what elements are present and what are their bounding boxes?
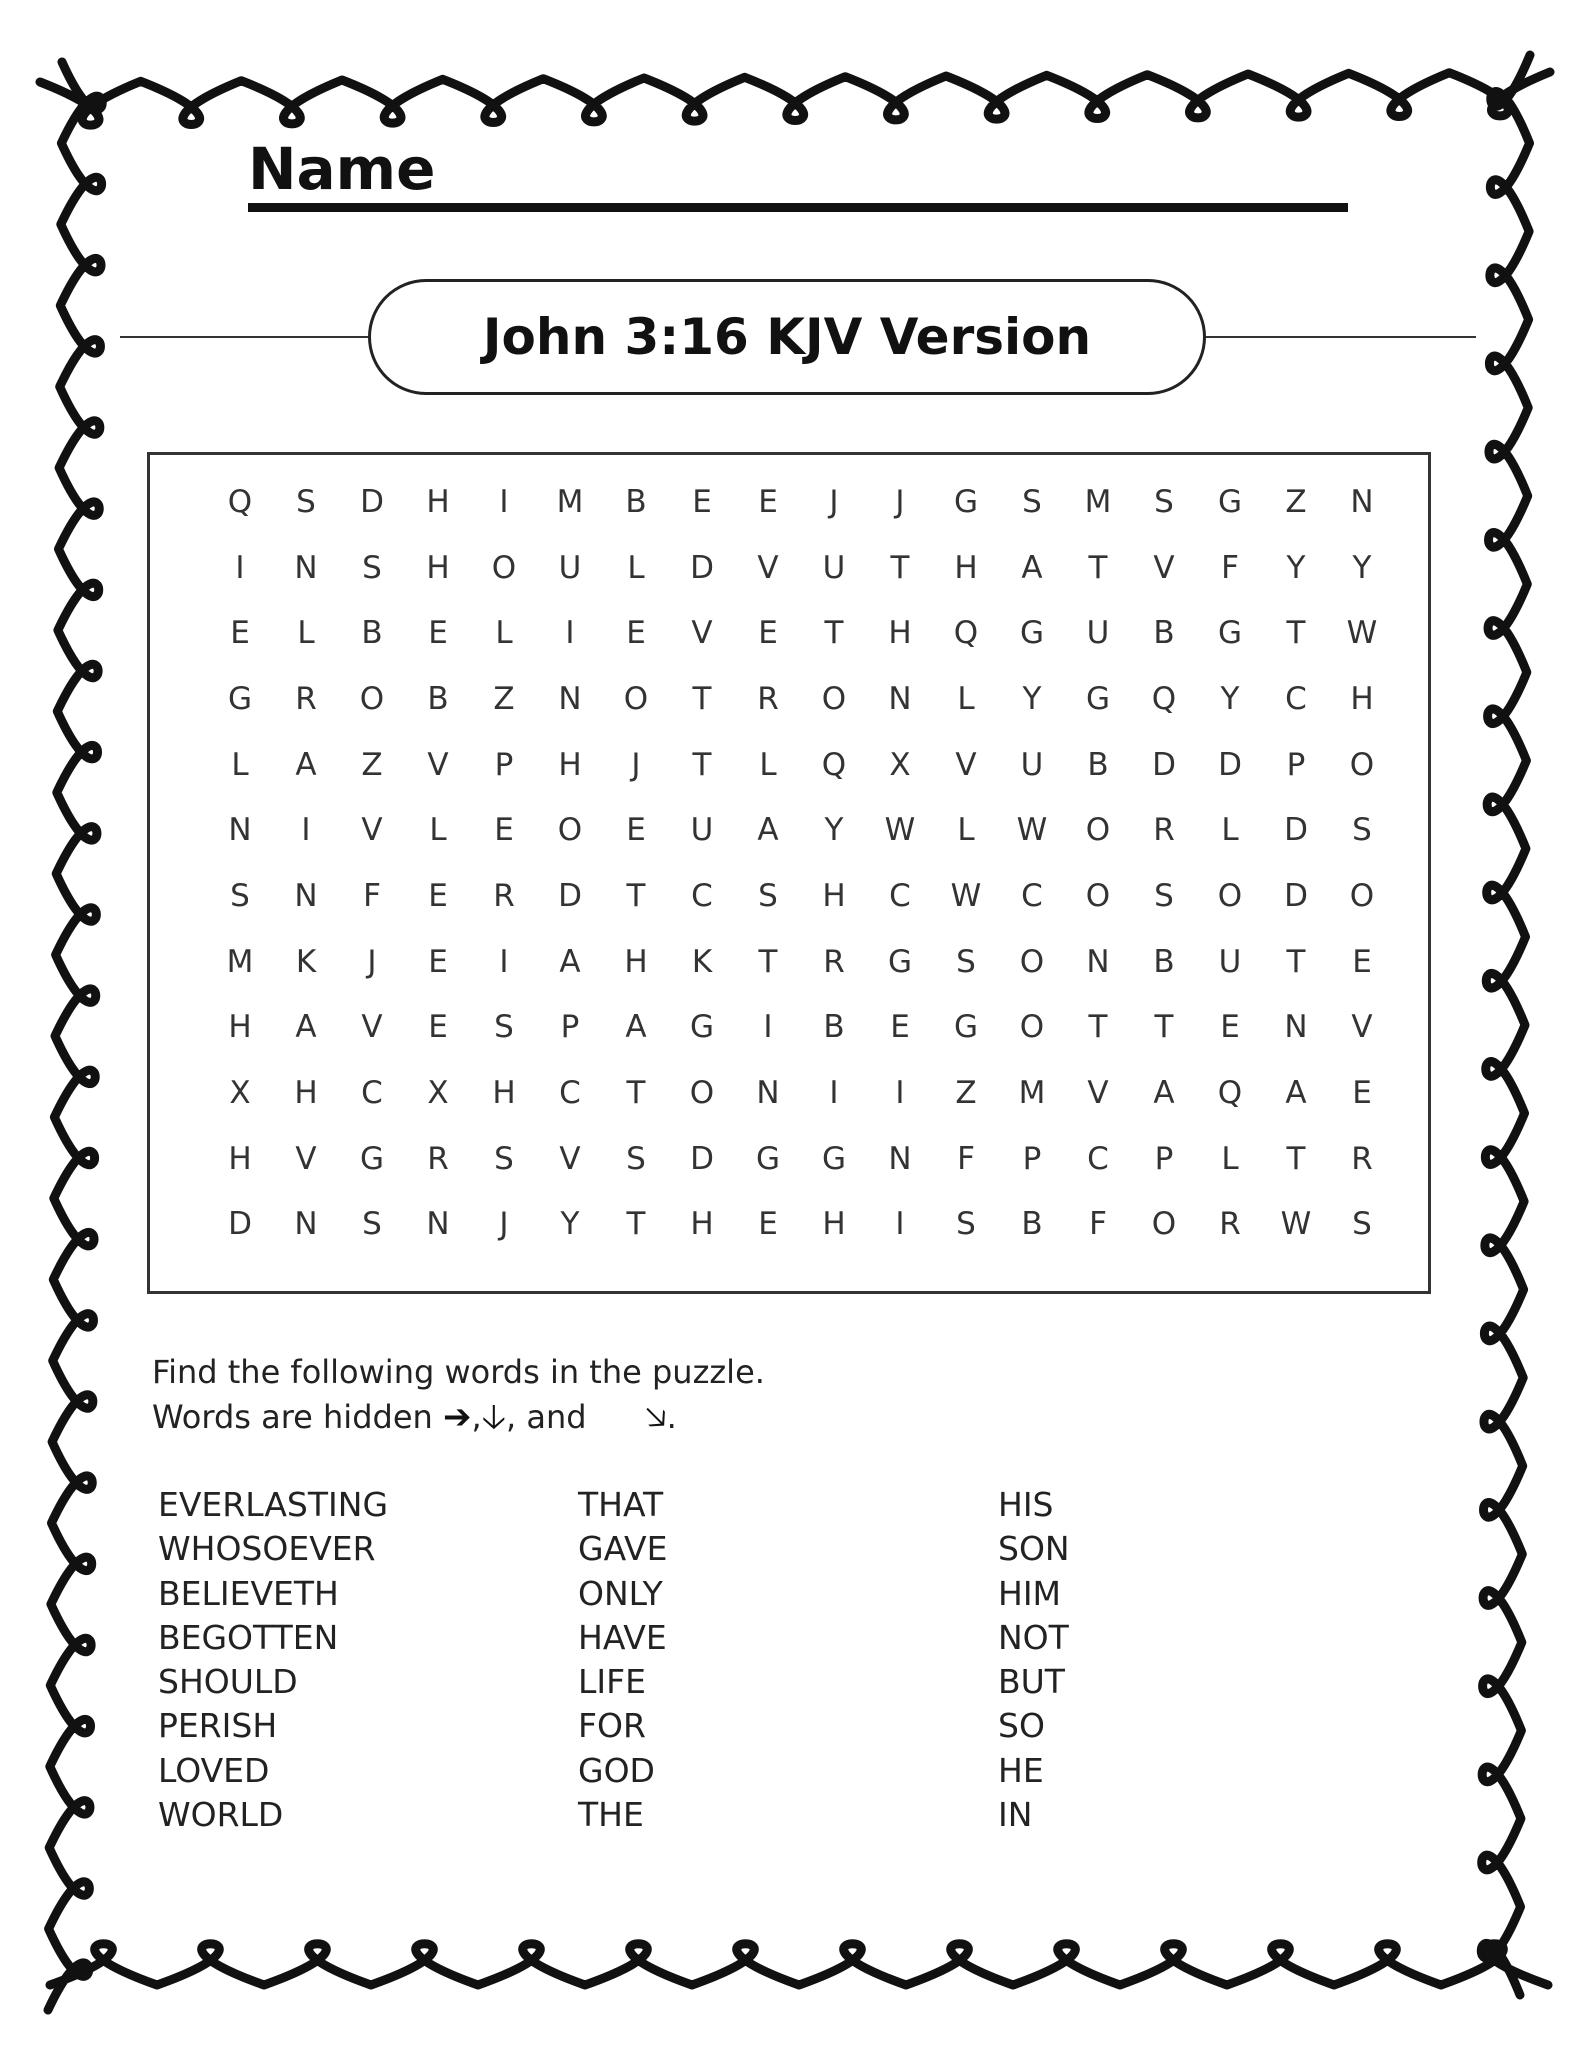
word-list-item: BEGOTTEN (158, 1617, 339, 1657)
grid-letter[interactable]: T (692, 680, 712, 717)
word-list-item: THE (578, 1795, 644, 1835)
grid-letter[interactable]: G (359, 1140, 385, 1177)
grid-letter[interactable]: H (624, 943, 648, 980)
grid-letter[interactable]: X (889, 746, 911, 783)
grid-letter[interactable]: B (1087, 746, 1109, 783)
grid-letter[interactable]: L (429, 812, 447, 849)
grid-letter[interactable]: G (887, 943, 913, 980)
grid-letter[interactable]: G (689, 1009, 715, 1046)
grid-letter[interactable]: Z (1285, 483, 1307, 520)
grid-letter[interactable]: H (1350, 680, 1374, 717)
grid-letter[interactable]: D (690, 549, 714, 586)
grid-letter[interactable]: R (427, 1140, 449, 1177)
period: . (666, 1398, 677, 1436)
grid-letter[interactable]: P (1154, 1140, 1174, 1177)
arrow-down-right-icon: 🡦 (644, 1397, 667, 1437)
word-list-item: HE (998, 1750, 1044, 1790)
word-list-item: BELIEVETH (158, 1573, 339, 1613)
grid-letter[interactable]: I (895, 1075, 905, 1112)
grid-letter[interactable]: S (956, 943, 976, 980)
grid-letter[interactable]: C (1087, 1140, 1109, 1177)
grid-letter[interactable]: D (1152, 746, 1176, 783)
grid-letter[interactable]: S (758, 877, 778, 914)
grid-letter[interactable]: H (228, 1140, 252, 1177)
grid-letter[interactable]: V (1153, 549, 1175, 586)
grid-letter[interactable]: R (1351, 1140, 1373, 1177)
grid-letter[interactable]: B (361, 615, 383, 652)
word-search-box (147, 452, 1431, 1294)
grid-letter[interactable]: O (1085, 812, 1111, 849)
grid-letter[interactable]: T (1286, 1140, 1306, 1177)
grid-letter[interactable]: B (625, 483, 647, 520)
and-text: , and (506, 1398, 587, 1436)
grid-letter[interactable]: C (691, 877, 713, 914)
grid-letter[interactable]: N (558, 680, 582, 717)
grid-letter[interactable]: O (821, 680, 847, 717)
grid-letter[interactable]: R (823, 943, 845, 980)
grid-letter[interactable]: W (1346, 615, 1378, 652)
grid-letter[interactable]: N (426, 1206, 450, 1243)
grid-letter[interactable]: H (822, 1206, 846, 1243)
grid-letter[interactable]: B (1153, 615, 1175, 652)
grid-letter[interactable]: U (690, 812, 714, 849)
grid-letter[interactable]: G (227, 680, 253, 717)
grid-letter[interactable]: U (1086, 615, 1110, 652)
grid-letter[interactable]: M (556, 483, 584, 520)
grid-letter[interactable]: V (361, 1009, 383, 1046)
grid-letter[interactable]: E (890, 1009, 910, 1046)
grid-letter[interactable]: O (491, 549, 517, 586)
grid-letter[interactable]: X (229, 1075, 251, 1112)
grid-letter[interactable]: I (499, 943, 509, 980)
grid-letter[interactable]: Z (955, 1075, 977, 1112)
word-list-item: SHOULD (158, 1662, 298, 1702)
grid-letter[interactable]: O (1151, 1206, 1177, 1243)
grid-letter[interactable]: S (494, 1009, 514, 1046)
word-list-item: GOD (578, 1750, 655, 1790)
grid-letter[interactable]: Q (227, 483, 253, 520)
grid-letter[interactable]: L (231, 746, 249, 783)
grid-letter[interactable]: A (757, 812, 779, 849)
title-rule-right (1206, 336, 1476, 338)
grid-letter[interactable]: E (230, 615, 250, 652)
grid-letter[interactable]: A (1153, 1075, 1175, 1112)
grid-letter[interactable]: Q (1217, 1075, 1243, 1112)
title-rule-left (120, 336, 368, 338)
grid-letter[interactable]: O (623, 680, 649, 717)
grid-letter[interactable]: T (1286, 615, 1306, 652)
word-search-grid (207, 469, 1395, 1257)
grid-letter[interactable]: A (1285, 1075, 1307, 1112)
grid-letter[interactable]: O (1349, 746, 1375, 783)
grid-letter[interactable]: Y (560, 1206, 580, 1243)
grid-letter[interactable]: N (228, 812, 252, 849)
word-list-item: SON (998, 1529, 1070, 1569)
grid-letter[interactable]: C (1285, 680, 1307, 717)
grid-letter[interactable]: S (1154, 877, 1174, 914)
grid-letter[interactable]: E (494, 812, 514, 849)
word-list-item: WHOSOEVER (158, 1529, 376, 1569)
grid-letter[interactable]: Y (1286, 549, 1306, 586)
grid-letter[interactable]: J (895, 483, 905, 520)
grid-letter[interactable]: T (1088, 1009, 1108, 1046)
grid-letter[interactable]: C (1021, 877, 1043, 914)
grid-letter[interactable]: N (888, 680, 912, 717)
grid-letter[interactable]: S (296, 483, 316, 520)
grid-letter[interactable]: Q (821, 746, 847, 783)
grid-letter[interactable]: H (954, 549, 978, 586)
grid-letter[interactable]: L (957, 680, 975, 717)
grid-letter[interactable]: Y (1022, 680, 1042, 717)
grid-letter[interactable]: V (1351, 1009, 1373, 1046)
grid-letter[interactable]: H (426, 549, 450, 586)
grid-letter[interactable]: H (822, 877, 846, 914)
grid-letter[interactable]: O (1349, 877, 1375, 914)
grid-letter[interactable]: R (1219, 1206, 1241, 1243)
word-list-item: BUT (998, 1662, 1065, 1702)
grid-letter[interactable]: S (626, 1140, 646, 1177)
grid-letter[interactable]: G (1085, 680, 1111, 717)
grid-letter[interactable]: S (362, 549, 382, 586)
word-list-item: WORLD (158, 1795, 284, 1835)
name-write-line[interactable] (248, 203, 1348, 212)
grid-letter[interactable]: H (558, 746, 582, 783)
grid-letter[interactable]: N (756, 1075, 780, 1112)
worksheet-title: John 3:16 KJV Version (482, 308, 1092, 366)
grid-letter[interactable]: Z (493, 680, 515, 717)
grid-letter[interactable]: N (1086, 943, 1110, 980)
grid-letter[interactable]: G (755, 1140, 781, 1177)
instructions-line-2 (152, 1395, 765, 1440)
instructions-prefix: Words are hidden (152, 1398, 433, 1436)
grid-letter[interactable]: O (1019, 1009, 1045, 1046)
grid-letter[interactable]: W (884, 812, 916, 849)
word-list-column-1 (158, 1483, 388, 1837)
grid-letter[interactable]: T (626, 1206, 646, 1243)
grid-letter[interactable]: C (559, 1075, 581, 1112)
grid-letter[interactable]: T (1088, 549, 1108, 586)
word-list-item: EVERLASTING (158, 1485, 389, 1524)
grid-letter[interactable]: L (495, 615, 513, 652)
grid-letter[interactable]: V (295, 1140, 317, 1177)
grid-letter[interactable]: N (294, 877, 318, 914)
grid-letter[interactable]: E (428, 615, 448, 652)
grid-letter[interactable]: R (493, 877, 515, 914)
grid-letter[interactable]: N (1350, 483, 1374, 520)
grid-letter[interactable]: J (631, 746, 641, 783)
grid-letter[interactable]: E (626, 812, 646, 849)
grid-letter[interactable]: K (691, 943, 713, 980)
grid-letter[interactable]: S (1154, 483, 1174, 520)
title-banner (368, 279, 1206, 395)
word-list-item: PERISH (158, 1706, 278, 1746)
grid-letter[interactable]: V (955, 746, 977, 783)
grid-letter[interactable]: S (1352, 1206, 1372, 1243)
grid-letter[interactable]: S (956, 1206, 976, 1243)
grid-letter[interactable]: L (759, 746, 777, 783)
grid-letter[interactable]: P (1286, 746, 1306, 783)
grid-letter[interactable]: M (1084, 483, 1112, 520)
grid-letter[interactable]: D (558, 877, 582, 914)
grid-letter[interactable]: T (1286, 943, 1306, 980)
grid-letter[interactable]: W (950, 877, 982, 914)
grid-letter[interactable]: E (758, 483, 778, 520)
word-list-item: HIM (998, 1573, 1062, 1613)
word-list-item: NOT (998, 1617, 1069, 1657)
word-list-item: THAT (578, 1485, 664, 1524)
grid-letter[interactable]: T (626, 877, 646, 914)
grid-letter[interactable]: H (294, 1075, 318, 1112)
grid-letter[interactable]: N (294, 1206, 318, 1243)
grid-letter[interactable]: U (822, 549, 846, 586)
grid-letter[interactable]: V (757, 549, 779, 586)
grid-letter[interactable]: O (1085, 877, 1111, 914)
grid-letter[interactable]: N (294, 549, 318, 586)
grid-letter[interactable]: E (1352, 943, 1372, 980)
grid-letter[interactable]: G (953, 1009, 979, 1046)
grid-letter[interactable]: E (692, 483, 712, 520)
grid-letter[interactable]: C (361, 1075, 383, 1112)
grid-letter[interactable]: V (559, 1140, 581, 1177)
grid-letter[interactable]: E (428, 1009, 448, 1046)
grid-letter[interactable]: I (499, 483, 509, 520)
grid-letter[interactable]: S (494, 1140, 514, 1177)
grid-letter[interactable]: A (559, 943, 581, 980)
grid-letter[interactable]: T (1154, 1009, 1174, 1046)
grid-letter[interactable]: Y (1352, 549, 1372, 586)
instructions (152, 1350, 765, 1440)
grid-letter[interactable]: V (691, 615, 713, 652)
name-label: Name (248, 135, 436, 203)
grid-letter[interactable]: M (226, 943, 254, 980)
grid-letter[interactable]: J (367, 943, 377, 980)
grid-letter[interactable]: S (1022, 483, 1042, 520)
grid-letter[interactable]: E (1220, 1009, 1240, 1046)
word-list-column-3 (998, 1483, 1070, 1837)
grid-letter[interactable]: B (1153, 943, 1175, 980)
grid-letter[interactable]: B (427, 680, 449, 717)
grid-letter[interactable]: W (1280, 1206, 1312, 1243)
word-list-item: HIS (998, 1485, 1054, 1524)
grid-letter[interactable]: H (690, 1206, 714, 1243)
grid-letter[interactable]: G (1217, 615, 1243, 652)
grid-letter[interactable]: O (359, 680, 385, 717)
grid-letter[interactable]: T (890, 549, 910, 586)
grid-letter[interactable]: G (821, 1140, 847, 1177)
grid-letter[interactable]: V (427, 746, 449, 783)
grid-letter[interactable]: E (428, 943, 448, 980)
grid-letter[interactable]: E (626, 615, 646, 652)
grid-letter[interactable]: H (888, 615, 912, 652)
grid-letter[interactable]: E (758, 1206, 778, 1243)
grid-letter[interactable]: T (626, 1075, 646, 1112)
grid-letter[interactable]: G (1217, 483, 1243, 520)
grid-letter[interactable]: D (690, 1140, 714, 1177)
grid-letter[interactable]: D (360, 483, 384, 520)
grid-letter[interactable]: I (235, 549, 245, 586)
grid-letter[interactable]: G (953, 483, 979, 520)
word-list-item: SO (998, 1706, 1045, 1746)
grid-letter[interactable]: I (763, 1009, 773, 1046)
grid-letter[interactable]: H (492, 1075, 516, 1112)
grid-letter[interactable]: Q (1151, 680, 1177, 717)
grid-letter[interactable]: I (565, 615, 575, 652)
grid-letter[interactable]: S (362, 1206, 382, 1243)
grid-letter[interactable]: M (1018, 1075, 1046, 1112)
grid-letter[interactable]: D (1284, 877, 1308, 914)
grid-letter[interactable]: S (1352, 812, 1372, 849)
grid-letter[interactable]: N (1284, 1009, 1308, 1046)
grid-letter[interactable]: I (301, 812, 311, 849)
grid-letter[interactable]: X (427, 1075, 449, 1112)
grid-letter[interactable]: E (758, 615, 778, 652)
grid-letter[interactable]: H (426, 483, 450, 520)
grid-letter[interactable]: F (363, 877, 381, 914)
grid-letter[interactable]: A (625, 1009, 647, 1046)
grid-letter[interactable]: G (1019, 615, 1045, 652)
grid-letter[interactable]: L (297, 615, 315, 652)
grid-letter[interactable]: O (1217, 877, 1243, 914)
grid-letter[interactable]: J (499, 1206, 509, 1243)
grid-letter[interactable]: K (295, 943, 317, 980)
grid-letter[interactable]: B (823, 1009, 845, 1046)
grid-letter[interactable]: W (1016, 812, 1048, 849)
grid-letter[interactable]: Q (953, 615, 979, 652)
arrow-right-icon: ➔ (442, 1397, 472, 1437)
word-list-item: ONLY (578, 1573, 663, 1613)
word-list-column-2 (578, 1483, 667, 1837)
grid-letter[interactable]: O (689, 1075, 715, 1112)
grid-letter[interactable]: P (1022, 1140, 1042, 1177)
word-list-item: GAVE (578, 1529, 668, 1569)
grid-letter[interactable]: D (228, 1206, 252, 1243)
grid-letter[interactable]: O (557, 812, 583, 849)
grid-letter[interactable]: S (230, 877, 250, 914)
word-list-item: HAVE (578, 1617, 667, 1657)
grid-letter[interactable]: T (692, 746, 712, 783)
grid-letter[interactable]: V (361, 812, 383, 849)
grid-letter[interactable]: L (1221, 1140, 1239, 1177)
grid-letter[interactable]: F (957, 1140, 975, 1177)
word-list-item: IN (998, 1795, 1033, 1835)
grid-letter[interactable]: I (895, 1206, 905, 1243)
arrow-down-icon: 🡣 (481, 1397, 507, 1437)
grid-letter[interactable]: C (889, 877, 911, 914)
grid-letter[interactable]: D (1218, 746, 1242, 783)
grid-letter[interactable]: Z (361, 746, 383, 783)
grid-letter[interactable]: R (1153, 812, 1175, 849)
grid-letter[interactable]: D (1284, 812, 1308, 849)
grid-letter[interactable]: V (1087, 1075, 1109, 1112)
grid-letter[interactable]: R (757, 680, 779, 717)
grid-letter[interactable]: Y (824, 812, 844, 849)
grid-letter[interactable]: L (957, 812, 975, 849)
grid-letter[interactable]: O (1019, 943, 1045, 980)
grid-letter[interactable]: P (494, 746, 514, 783)
grid-letter[interactable]: U (1218, 943, 1242, 980)
word-list-item: FOR (578, 1706, 646, 1746)
grid-letter[interactable]: R (295, 680, 317, 717)
grid-letter[interactable]: L (1221, 812, 1239, 849)
grid-letter[interactable]: E (1352, 1075, 1372, 1112)
grid-letter[interactable]: F (1221, 549, 1239, 586)
instructions-line-1: Find the following words in the puzzle. (152, 1353, 765, 1391)
word-list-item: LOVED (158, 1750, 270, 1790)
grid-letter[interactable]: Y (1220, 680, 1240, 717)
grid-letter[interactable]: A (295, 1009, 317, 1046)
grid-letter[interactable]: P (560, 1009, 580, 1046)
grid-letter[interactable]: U (558, 549, 582, 586)
word-list-item: LIFE (578, 1662, 646, 1702)
grid-letter[interactable]: B (1021, 1206, 1043, 1243)
grid-letter[interactable]: E (428, 877, 448, 914)
grid-letter[interactable]: T (824, 615, 844, 652)
grid-letter[interactable]: F (1089, 1206, 1107, 1243)
grid-letter[interactable]: U (1020, 746, 1044, 783)
comma: , (471, 1398, 482, 1436)
grid-letter[interactable]: J (829, 483, 839, 520)
grid-letter[interactable]: T (758, 943, 778, 980)
grid-letter[interactable]: H (228, 1009, 252, 1046)
grid-letter[interactable]: I (829, 1075, 839, 1112)
grid-letter[interactable]: L (627, 549, 645, 586)
grid-letter[interactable]: N (888, 1140, 912, 1177)
grid-letter[interactable]: A (1021, 549, 1043, 586)
grid-letter[interactable]: A (295, 746, 317, 783)
